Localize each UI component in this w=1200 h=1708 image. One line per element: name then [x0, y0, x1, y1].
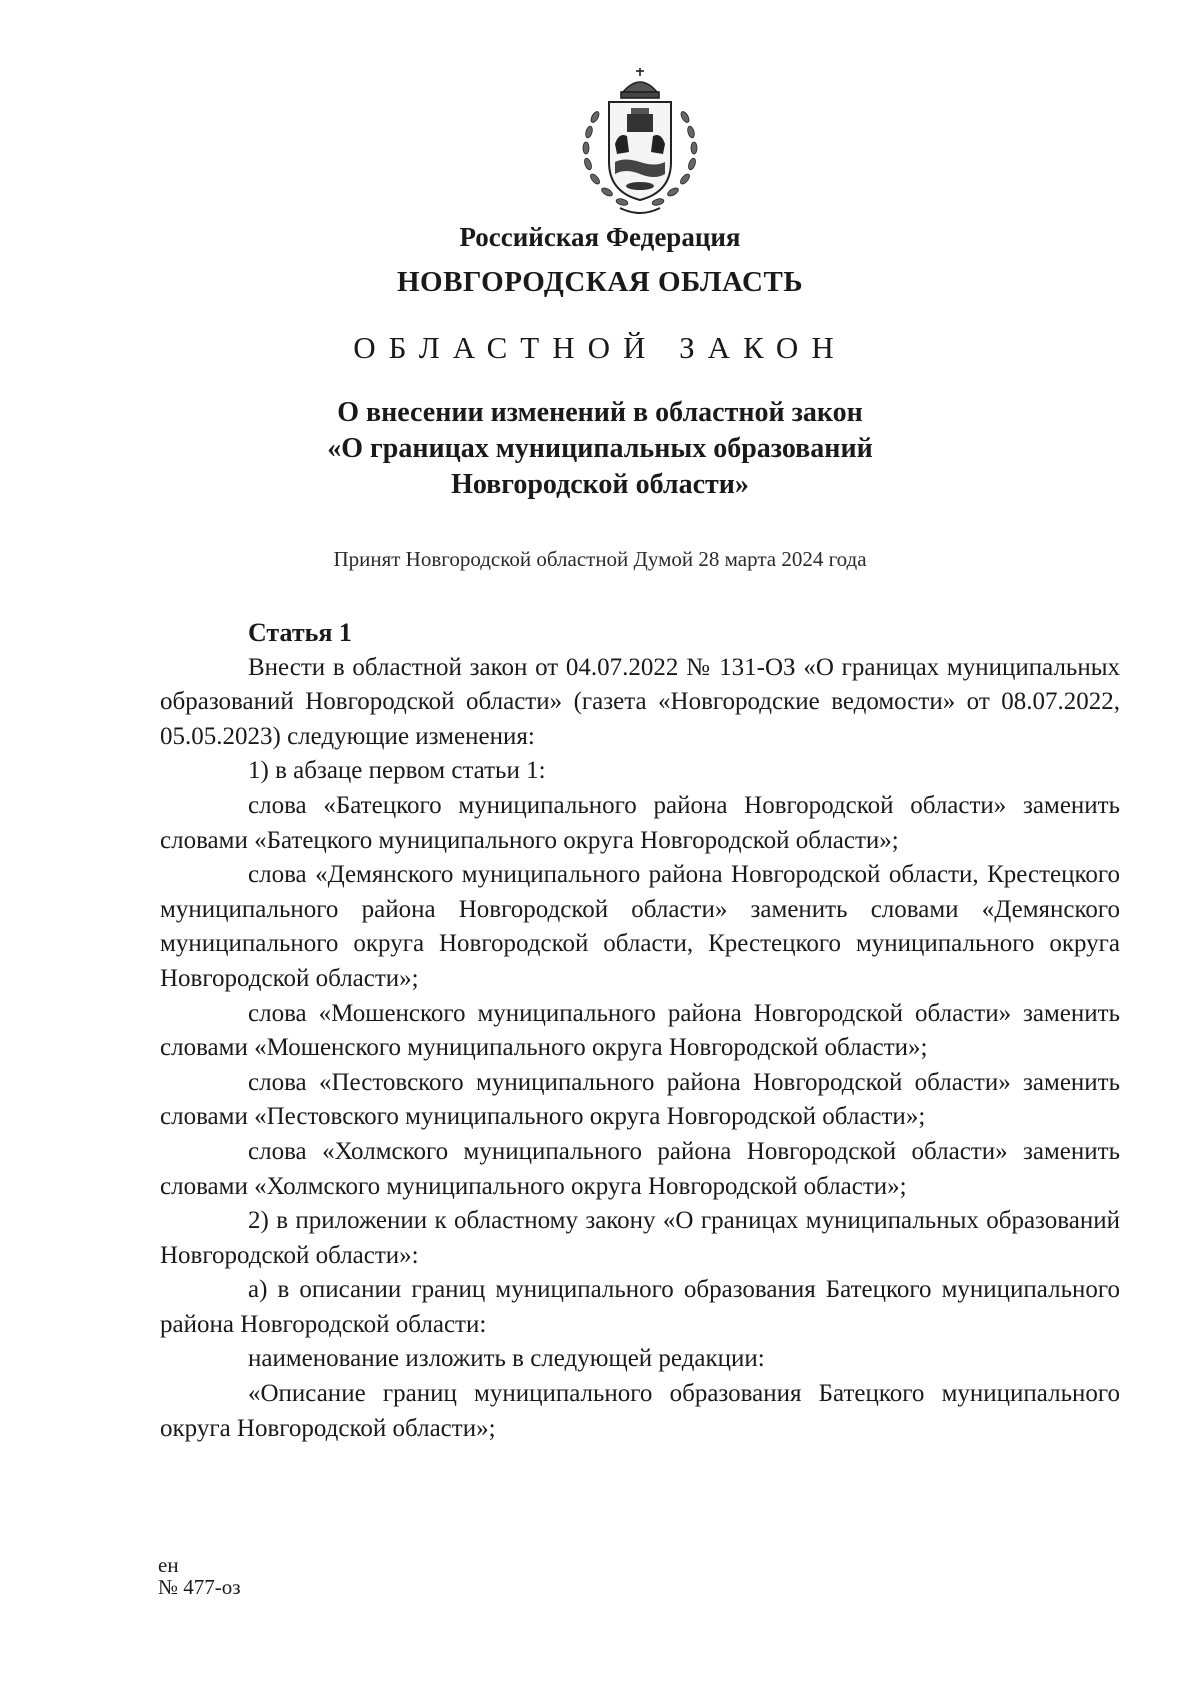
adoption-note: Принят Новгородской областной Думой 28 марта 2024 года	[333, 547, 867, 571]
article-heading: Статья 1	[248, 618, 352, 647]
article-paragraph: Внести в областной закон от 04.07.2022 № 131-ОЗ «О границах муниципальных образований Новгородской области» (газета «Новгородские ведомости» от 08.07.2022, 05.05.2023) следующие изменения:	[160, 653, 1120, 750]
article-paragraph: слова «Холмского муниципального района Новгородской области» заменить словами «Холмского муниципального округа Новгородской области»;	[160, 1137, 1120, 1200]
article-paragraph: слова «Пестовского муниципального района Новгородской области» заменить словами «Пестовского муниципального округа Новгородской области»;	[160, 1068, 1120, 1131]
footer-law-number: № 477-оз	[158, 1575, 241, 1599]
law-title-line: О внесении изменений в областной закон	[337, 397, 863, 428]
document-footer	[158, 1554, 241, 1598]
law-title-line: Новгородской области»	[451, 469, 749, 500]
article-paragraph: слова «Батецкого муниципального района Новгородской области» заменить словами «Батецкого муниципального округа Новгородской области»;	[160, 791, 1120, 854]
article-paragraph: слова «Демянского муниципального района Новгородской области, Крестецкого муниципального района Новгородской области» заменить словами «Демянского муниципального округа Новгородской области, Крестецкого муниципального округа Новгородской области»;	[160, 861, 1120, 992]
article-paragraph: 2) в приложении к областному закону «О границах муниципальных образований Новгородской области»:	[160, 1207, 1120, 1269]
footer-initials: ен	[158, 1553, 179, 1577]
article-body	[160, 616, 1120, 1446]
article-paragraph: а) в описании границ муниципального образования Батецкого муниципального района Новгородской области:	[160, 1276, 1120, 1338]
article-paragraph: «Описание границ муниципального образования Батецкого муниципального округа Новгородской области»;	[160, 1380, 1120, 1442]
article-paragraph: наименование изложить в следующей редакции:	[248, 1345, 765, 1373]
coat-of-arms-icon	[565, 62, 715, 222]
article-paragraph: слова «Мошенского муниципального района Новгородской области» заменить словами «Мошенского муниципального округа Новгородской области»;	[160, 999, 1120, 1062]
law-type-heading: ОБЛАСТНОЙ ЗАКОН	[353, 330, 847, 365]
law-title	[0, 395, 1200, 503]
country-heading: Российская Федерация	[459, 222, 741, 252]
article-paragraph: 1) в абзаце первом статьи 1:	[248, 757, 546, 785]
law-title-line: «О границах муниципальных образований	[327, 433, 873, 464]
region-heading: НОВГОРОДСКАЯ ОБЛАСТЬ	[396, 266, 804, 298]
